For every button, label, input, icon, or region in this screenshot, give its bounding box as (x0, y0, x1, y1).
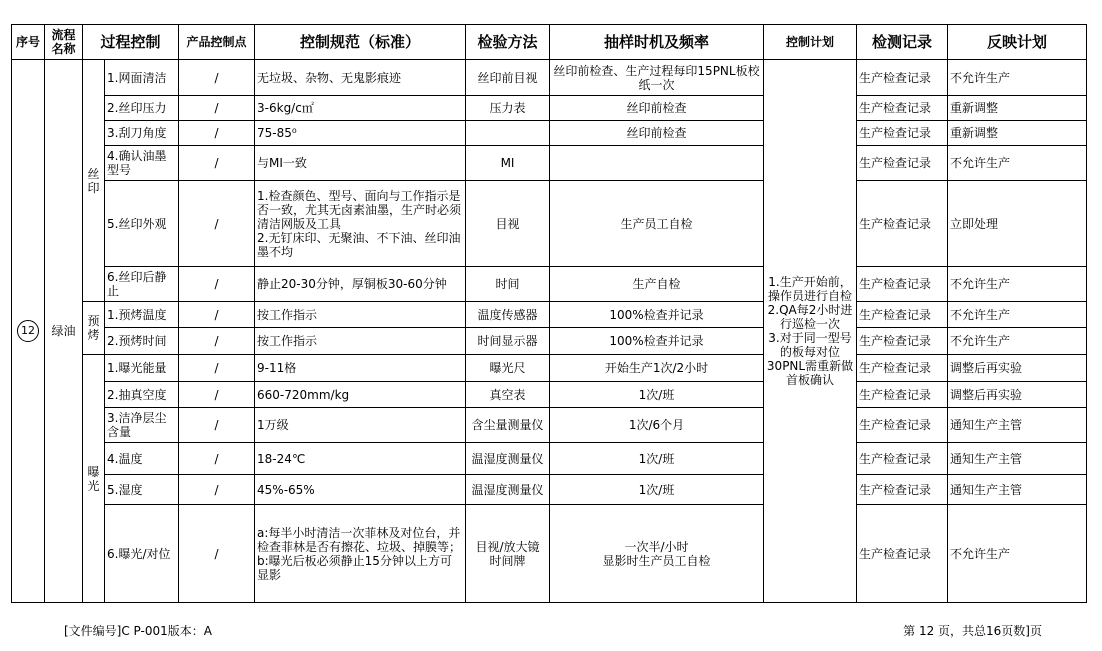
point-cell: / (179, 328, 255, 355)
method-cell: 曝光尺 (466, 355, 550, 382)
sampling-cell: 100%检查并记录 (550, 302, 764, 328)
record-cell: 生产检查记录 (857, 505, 948, 603)
standard-cell: 静止20-30分钟，厚铜板30-60分钟 (255, 267, 466, 302)
item-cell: 1.曝光能量 (105, 355, 179, 382)
control-plan-table (11, 24, 1087, 603)
reaction-cell: 调整后再实验 (948, 382, 1087, 408)
method-cell: 压力表 (466, 96, 550, 121)
table-row (12, 382, 1087, 408)
record-cell: 生产检查记录 (857, 302, 948, 328)
reaction-cell: 不允许生产 (948, 267, 1087, 302)
point-cell: / (179, 302, 255, 328)
seq-number: 12 (17, 320, 39, 342)
header-flow-name: 流程名称 (45, 25, 83, 60)
reaction-cell: 重新调整 (948, 121, 1087, 146)
plan-cell: 1.生产开始前，操作员进行自检 2.QA每2小时进行巡检一次 3.对于同一型号的板每对位30PNL需重新做首板确认 (764, 60, 857, 603)
point-cell: / (179, 96, 255, 121)
point-cell: / (179, 443, 255, 475)
point-cell: / (179, 121, 255, 146)
table-row (12, 355, 1087, 382)
sampling-cell: 生产员工自检 (550, 181, 764, 267)
seq-cell (12, 60, 45, 603)
method-cell: 温度传感器 (466, 302, 550, 328)
standard-cell: 18-24℃ (255, 443, 466, 475)
table-row (12, 181, 1087, 267)
page-indicator: 第 12 页，共总16页数]页 (903, 624, 1042, 638)
point-cell: / (179, 146, 255, 181)
standard-cell: 无垃圾、杂物、无鬼影痕迹 (255, 60, 466, 96)
method-cell: 温湿度测量仪 (466, 475, 550, 505)
record-cell: 生产检查记录 (857, 60, 948, 96)
record-cell: 生产检查记录 (857, 475, 948, 505)
reaction-cell: 通知生产主管 (948, 408, 1087, 443)
record-cell: 生产检查记录 (857, 121, 948, 146)
standard-cell: 9-11格 (255, 355, 466, 382)
sampling-cell: 1次/6个月 (550, 408, 764, 443)
table-row (12, 408, 1087, 443)
standard-cell: a:每半小时清洁一次菲林及对位台，并检查菲林是否有擦花、垃圾、掉膜等； b:曝光后板必须静止15分钟以上方可显影 (255, 505, 466, 603)
header-reaction: 反映计划 (948, 25, 1087, 60)
table-row (12, 121, 1087, 146)
point-cell: / (179, 60, 255, 96)
standard-cell: 按工作指示 (255, 302, 466, 328)
standard-cell: 660-720mm/kg (255, 382, 466, 408)
group-prebake: 预烤 (83, 302, 105, 355)
reaction-cell: 通知生产主管 (948, 443, 1087, 475)
reaction-cell: 不允许生产 (948, 505, 1087, 603)
table-row (12, 267, 1087, 302)
header-seq: 序号 (12, 25, 45, 60)
sampling-cell: 生产自检 (550, 267, 764, 302)
record-cell: 生产检查记录 (857, 382, 948, 408)
item-cell: 3.刮刀角度 (105, 121, 179, 146)
record-cell: 生产检查记录 (857, 408, 948, 443)
item-cell: 5.湿度 (105, 475, 179, 505)
header-method: 检验方法 (466, 25, 550, 60)
table-row (12, 443, 1087, 475)
header-standard: 控制规范（标准） (255, 25, 466, 60)
table-row (12, 60, 1087, 96)
point-cell: / (179, 267, 255, 302)
flow-name-cell: 绿油 (45, 60, 83, 603)
table-row (12, 302, 1087, 328)
table-row (12, 96, 1087, 121)
item-cell: 4.温度 (105, 443, 179, 475)
standard-cell: 75-85⁰ (255, 121, 466, 146)
method-cell: 时间显示器 (466, 328, 550, 355)
method-cell: 温湿度测量仪 (466, 443, 550, 475)
sampling-cell: 1次/班 (550, 443, 764, 475)
method-cell (466, 121, 550, 146)
reaction-cell: 不允许生产 (948, 328, 1087, 355)
reaction-cell: 立即处理 (948, 181, 1087, 267)
table-row (12, 475, 1087, 505)
method-cell: MI (466, 146, 550, 181)
sampling-cell: 丝印前检查、生产过程每印15PNL板校纸一次 (550, 60, 764, 96)
standard-cell: 与MI一致 (255, 146, 466, 181)
sampling-cell: 一次半/小时 显影时生产员工自检 (550, 505, 764, 603)
point-cell: / (179, 408, 255, 443)
point-cell: / (179, 181, 255, 267)
method-cell: 含尘量测量仪 (466, 408, 550, 443)
reaction-cell: 调整后再实验 (948, 355, 1087, 382)
item-cell: 2.预烤时间 (105, 328, 179, 355)
method-cell: 真空表 (466, 382, 550, 408)
point-cell: / (179, 382, 255, 408)
reaction-cell: 通知生产主管 (948, 475, 1087, 505)
standard-cell: 1万级 (255, 408, 466, 443)
item-cell: 4.确认油墨型号 (105, 146, 179, 181)
standard-cell: 按工作指示 (255, 328, 466, 355)
item-cell: 5.丝印外观 (105, 181, 179, 267)
record-cell: 生产检查记录 (857, 328, 948, 355)
reaction-cell: 不允许生产 (948, 60, 1087, 96)
record-cell: 生产检查记录 (857, 181, 948, 267)
item-cell: 6.曝光/对位 (105, 505, 179, 603)
method-cell: 时间 (466, 267, 550, 302)
item-cell: 1.预烤温度 (105, 302, 179, 328)
table-row (12, 505, 1087, 603)
point-cell: / (179, 505, 255, 603)
sampling-cell: 开始生产1次/2小时 (550, 355, 764, 382)
header-plan: 控制计划 (764, 25, 857, 60)
sampling-cell: 100%检查并记录 (550, 328, 764, 355)
header-row (12, 25, 1087, 60)
record-cell: 生产检查记录 (857, 267, 948, 302)
reaction-cell: 不允许生产 (948, 146, 1087, 181)
table-row (12, 328, 1087, 355)
standard-cell: 3-6kg/c㎡ (255, 96, 466, 121)
method-cell: 目视 (466, 181, 550, 267)
record-cell: 生产检查记录 (857, 355, 948, 382)
standard-cell: 1.检查颜色、型号、面向与工作指示是否一致，尤其无卤素油墨，生产时必须清洁网版及工具 2.无钉床印、无聚油、不下油、丝印油墨不均 (255, 181, 466, 267)
record-cell: 生产检查记录 (857, 96, 948, 121)
sampling-cell: 1次/班 (550, 475, 764, 505)
sampling-cell: 1次/班 (550, 382, 764, 408)
group-expose: 曝光 (83, 355, 105, 603)
item-cell: 6.丝印后静止 (105, 267, 179, 302)
item-cell: 1.网面清洁 (105, 60, 179, 96)
document-number: [文件编号]C P-001版本：A (64, 624, 212, 638)
header-process: 过程控制 (83, 25, 179, 60)
table-row (12, 146, 1087, 181)
group-silk: 丝印 (83, 60, 105, 302)
sampling-cell: 丝印前检查 (550, 96, 764, 121)
header-product-point: 产品控制点 (179, 25, 255, 60)
reaction-cell: 不允许生产 (948, 302, 1087, 328)
item-cell: 2.丝印压力 (105, 96, 179, 121)
item-cell: 3.洁净层尘含量 (105, 408, 179, 443)
sampling-cell: 丝印前检查 (550, 121, 764, 146)
record-cell: 生产检查记录 (857, 443, 948, 475)
method-cell: 丝印前目视 (466, 60, 550, 96)
method-cell: 目视/放大镜 时间牌 (466, 505, 550, 603)
standard-cell: 45%-65% (255, 475, 466, 505)
header-sampling: 抽样时机及频率 (550, 25, 764, 60)
reaction-cell: 重新调整 (948, 96, 1087, 121)
point-cell: / (179, 355, 255, 382)
record-cell: 生产检查记录 (857, 146, 948, 181)
sampling-cell (550, 146, 764, 181)
header-record: 检测记录 (857, 25, 948, 60)
point-cell: / (179, 475, 255, 505)
item-cell: 2.抽真空度 (105, 382, 179, 408)
